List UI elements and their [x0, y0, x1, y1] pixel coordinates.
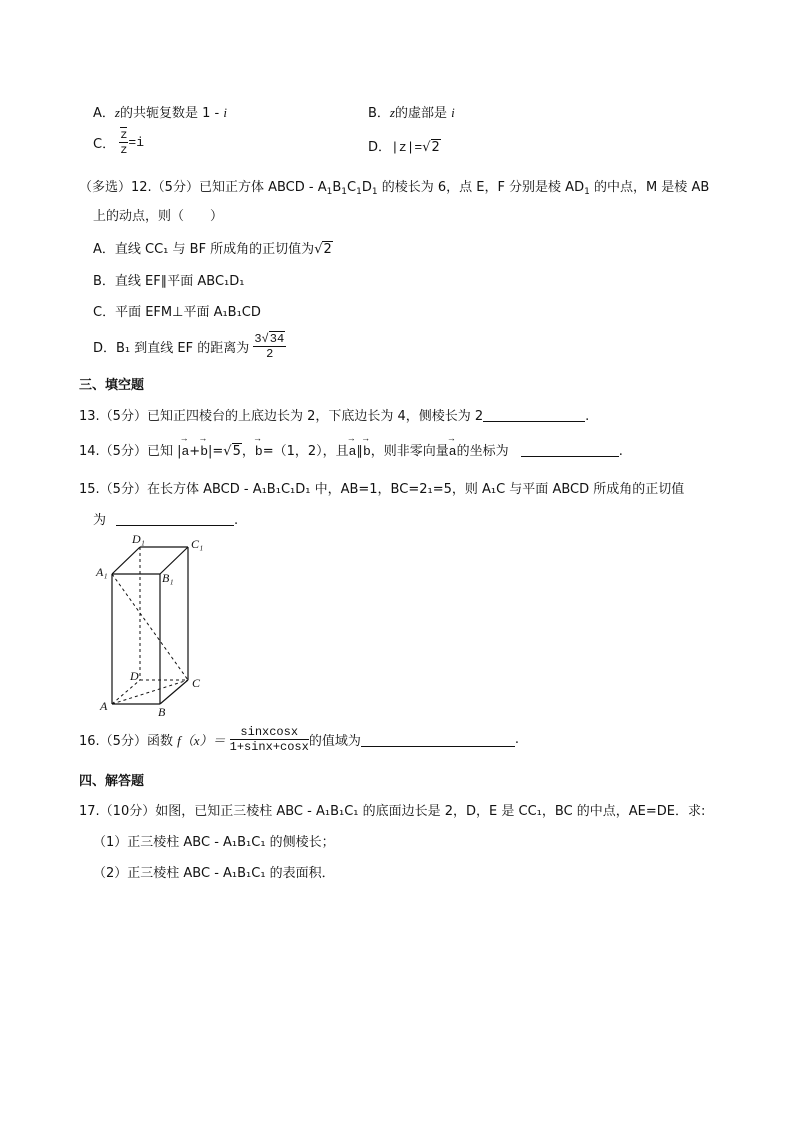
- label-d1: D₁: [132, 532, 145, 546]
- q12-stem-line2: 上的动点，则（ ）: [93, 209, 224, 224]
- edge-b-c: [160, 680, 188, 704]
- q15-answer-blank[interactable]: [116, 511, 234, 526]
- q16-answer-blank[interactable]: [361, 732, 515, 747]
- label-b1: B₁: [162, 571, 174, 585]
- q11-c-fraction: $\frac{z}{z}$: [120, 128, 128, 157]
- diagonal-a1-c-hidden: [112, 574, 188, 680]
- label-a: A: [100, 699, 108, 713]
- q11-option-a: A．z的共轭复数是 1 - i: [93, 105, 227, 121]
- q16-fraction: $\frac{\text{sinxcosx}}{1+\sin x+\cos x}$: [229, 725, 309, 754]
- section-heading-fill-in: 三、填空题: [79, 378, 145, 393]
- q12-stem: （多选）12.（5分）已知正方体 ABCD - $A_1B_1C_1D_1$ 的棱长为 6，点 E，F 分别是棱 $AD_1$ 的中点，M 是棱 AB: [79, 180, 710, 197]
- q17-stem: 17.（10分）如图，已知正三棱柱 ABC - A₁B₁C₁ 的底面边长是 2，D，E 是 CC₁，BC 的中点，AE=DE．求:: [79, 804, 706, 819]
- edge-c1-b1: [160, 547, 188, 574]
- label-a1: A₁: [96, 565, 108, 579]
- q12-option-d: D．B₁ 到直线 EF 的距离为 $\frac{3√34}{2}$: [93, 332, 285, 361]
- q14: 14.（5分）已知 |→ a+→ b|=√5，→ b=（1，2），且→ a∥→ b，则非零向量→ a的坐标为 .: [79, 440, 623, 459]
- q17-sub1: （1）正三棱柱 ABC - A₁B₁C₁ 的侧棱长；: [93, 835, 335, 850]
- edge-a-d-hidden: [112, 680, 140, 704]
- q15-line2: 为 .: [93, 513, 239, 528]
- label-c1: C₁: [191, 537, 204, 551]
- diagonal-a-c-hidden: [112, 680, 188, 704]
- label-c: C: [192, 676, 201, 690]
- cuboid-figure: [92, 532, 222, 722]
- edge-a1-d1: [112, 547, 140, 574]
- label-b: B: [158, 705, 166, 719]
- q11-option-d: D．|z|=√2: [368, 140, 440, 155]
- q14-answer-blank[interactable]: [521, 442, 619, 457]
- label-d: D: [130, 669, 139, 683]
- section-heading-solutions: 四、解答题: [79, 774, 145, 789]
- q12-option-b: B．直线 EF∥平面 ABC₁D₁: [93, 274, 245, 289]
- q12-option-a: A．直线 CC₁ 与 BF 所成角的正切值为√2: [93, 242, 332, 257]
- q11-option-b: B．z的虚部是 i: [368, 105, 455, 121]
- q13-answer-blank[interactable]: [483, 407, 585, 422]
- q12-option-c: C．平面 EFM⊥平面 A₁B₁CD: [93, 305, 261, 320]
- q16: 16.（5分）函数 f（x）＝ $\frac{\text{sinxcosx}}{1+\sin x+\cos x}$ 的值域为 .: [79, 725, 519, 754]
- q13: 13.（5分）已知正四棱台的上底边长为 2，下底边长为 4，侧棱长为 2 .: [79, 409, 590, 424]
- q11-option-c: C． $\frac{z}{z}$ =i: [93, 128, 145, 157]
- q12-d-fraction: $\frac{3√34}{2}$: [254, 332, 285, 361]
- q17-sub2: （2）正三棱柱 ABC - A₁B₁C₁ 的表面积．: [93, 866, 335, 881]
- q15-line1: 15.（5分）在长方体 ABCD - A₁B₁C₁D₁ 中，AB=1，BC=2₁=5，则 A₁C 与平面 ABCD 所成角的正切值: [79, 482, 685, 497]
